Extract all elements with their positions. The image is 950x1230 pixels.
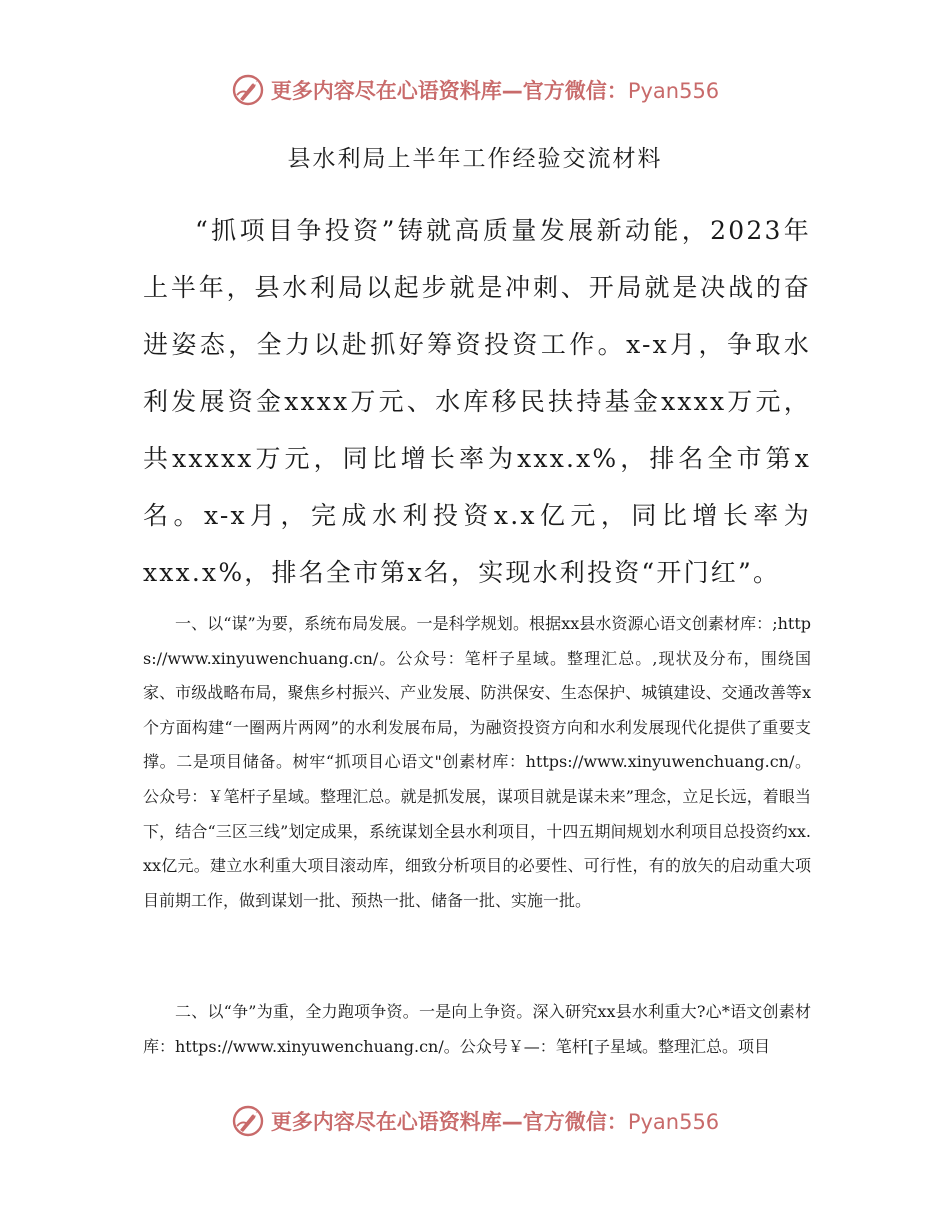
lead-paragraph: “抓项目争投资”铸就高质量发展新动能，2023年上半年，县水利局以起步就是冲刺、开局就是决战的奋进姿态，全力以赴抓好筹资投资工作。x-x月，争取水利发展资金xxxx万元、水库移民扶持基金xxxx万元，共xxxxx万元，同比增长率为xxx.x%，排名全市第x名。x-x月，完成水利投资x.x亿元，同比增长率为xxx.x%，排名全市第x名，实现水利投资“开门红”。: [143, 216, 811, 587]
document-title: 县水利局上半年工作经验交流材料: [287, 146, 663, 172]
watermark-handle: Pyan556: [627, 1110, 720, 1134]
watermark-handle: Pyan556: [627, 79, 720, 103]
watermark-text: 更多内容尽在心语资料库—官方微信：Pyan556: [270, 1110, 720, 1134]
body-paragraph-2: 二、以“争”为重，全力跑项争资。一是向上争资。深入研究xx县水利重大?心*语文创素材库：https://www.xinyuwenchuang.cn/。公众号￥—：笔杆[子星域。整理汇总。项目: [143, 1002, 811, 1056]
watermark-banner-top: [0, 68, 950, 112]
watermark-banner-bottom: [0, 1099, 950, 1143]
pen-nib-circle-icon: [231, 73, 265, 107]
watermark-text: 更多内容尽在心语资料库—官方微信：Pyan556: [270, 79, 720, 103]
pen-nib-circle-icon: [231, 1104, 265, 1138]
body-paragraph-1: 一、以“谋”为要，系统布局发展。一是科学规划。根据xx县水资源心语文创素材库：;https://www.xinyuwenchuang.cn/。公众号：笔杆子星域。整理汇总。,现状及分布，围绕国家、市级战略布局，聚焦乡村振兴、产业发展、防洪保安、生态保护、城镇建设、交通改善等x个方面构建“一圈两片两网”的水利发展布局，为融资投资方向和水利发展现代化提供了重要支撑。二是项目储备。树牢“抓项目心语文"创素材库：https://www.xinyuwenchuang.cn/。公众号：￥笔杆子星域。整理汇总。就是抓发展，谋项目就是谋未来”理念，立足长远，着眼当下，结合“三区三线”划定成果，系统谋划全县水利项目，十四五期间规划水利项目总投资约xx.xx亿元。建立水利重大项目滚动库，细致分析项目的必要性、可行性，有的放矢的启动重大项目前期工作，做到谋划一批、预热一批、储备一批、实施一批。: [143, 614, 811, 910]
